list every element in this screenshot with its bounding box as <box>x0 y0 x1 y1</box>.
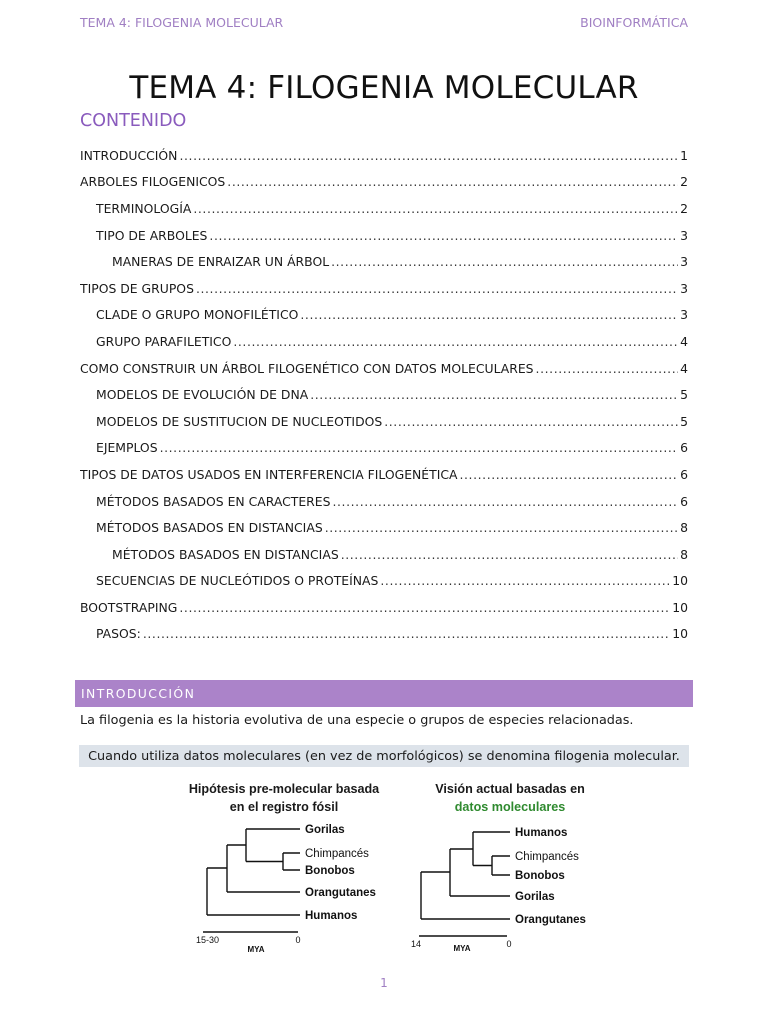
toc-entry-title: GRUPO PARAFILETICO <box>96 333 232 349</box>
toc-entry-title: TIPOS DE GRUPOS <box>80 280 194 296</box>
toc-entry-page: 5 <box>680 387 688 403</box>
toc-entry[interactable] <box>80 302 688 329</box>
toc-entry[interactable] <box>80 488 688 515</box>
toc-entry[interactable] <box>80 355 688 382</box>
axis-start-label: 15-30 <box>196 935 220 945</box>
toc-entry[interactable] <box>80 461 688 488</box>
toc-entry-page: 10 <box>672 599 688 615</box>
toc-entry-page: 6 <box>680 440 688 456</box>
toc-entry-title: MODELOS DE SUSTITUCION DE NUCLEOTIDOS <box>96 413 383 429</box>
toc-entry[interactable] <box>80 381 688 408</box>
taxon-label: Humanos <box>515 827 568 839</box>
left-tree-title-line1: Hipótesis pre-molecular basada <box>188 782 380 796</box>
right-tree-title-line1: Visión actual basadas en <box>435 782 585 796</box>
toc-leader-dots <box>384 414 678 429</box>
toc-entry-page: 2 <box>680 200 688 216</box>
callout-text: Cuando utiliza datos moleculares (en vez de morfológicos) se denomina filogenia molecular. <box>88 748 680 764</box>
toc-leader-dots <box>300 307 678 322</box>
taxon-label: Gorilas <box>515 891 555 903</box>
toc-leader-dots <box>459 467 678 482</box>
left-phylogenetic-tree <box>180 776 390 956</box>
callout-box <box>79 745 689 767</box>
taxon-label: Bonobos <box>305 865 355 877</box>
toc-entry-title: ARBOLES FILOGENICOS <box>80 174 226 190</box>
toc-leader-dots <box>209 228 678 243</box>
toc-entry[interactable] <box>80 248 688 275</box>
toc-entry-title: MÉTODOS BASADOS EN DISTANCIAS <box>112 546 339 562</box>
page-number: 1 <box>380 976 388 990</box>
document-title: TEMA 4: FILOGENIA MOLECULAR <box>129 70 639 106</box>
toc-entry-page: 4 <box>680 360 688 376</box>
phylogeny-figure <box>180 776 600 956</box>
taxon-label: Gorilas <box>305 824 345 836</box>
toc-entry-page: 3 <box>680 307 688 323</box>
right-phylogenetic-tree <box>410 776 600 956</box>
toc-entry-page: 3 <box>680 227 688 243</box>
toc-leader-dots <box>341 547 678 562</box>
toc-leader-dots <box>332 494 678 509</box>
toc-entry[interactable] <box>80 169 688 196</box>
toc-leader-dots <box>325 520 678 535</box>
toc-entry[interactable] <box>80 435 688 462</box>
toc-leader-dots <box>310 387 678 402</box>
intro-paragraph: La filogenia es la historia evolutiva de una especie o grupos de especies relacionadas. <box>80 713 634 728</box>
toc-leader-dots <box>179 148 678 163</box>
axis-unit-label: MYA <box>247 945 265 954</box>
running-header-right: BIOINFORMÁTICA <box>580 15 688 30</box>
toc-entry-title: EJEMPLOS <box>96 440 158 456</box>
toc-entry[interactable] <box>80 594 688 621</box>
running-header-left: TEMA 4: FILOGENIA MOLECULAR <box>80 15 284 30</box>
toc-entry-page: 1 <box>680 147 688 163</box>
toc-leader-dots <box>536 361 678 376</box>
toc-leader-dots <box>179 600 670 615</box>
toc-heading: CONTENIDO <box>80 111 187 131</box>
toc-entry-title: PASOS: <box>96 626 141 642</box>
right-tree-title-line2: datos moleculares <box>454 800 566 814</box>
toc-entry[interactable] <box>80 328 688 355</box>
toc-leader-dots <box>331 254 678 269</box>
toc-entry-page: 3 <box>680 280 688 296</box>
axis-end-label: 0 <box>295 935 301 945</box>
toc-leader-dots <box>143 626 670 641</box>
toc-entry-title: BOOTSTRAPING <box>80 599 178 615</box>
toc-entry[interactable] <box>80 275 688 302</box>
taxon-label: Chimpancés <box>305 848 369 860</box>
toc-entry-title: MODELOS DE EVOLUCIÓN DE DNA <box>96 387 309 403</box>
toc-entry-title: TIPO DE ARBOLES <box>96 227 208 243</box>
toc-entry-title: TIPOS DE DATOS USADOS EN INTERFERENCIA FILOGENÉTICA <box>80 466 458 482</box>
toc-entry-page: 3 <box>680 254 688 270</box>
axis-end-label: 0 <box>506 939 512 949</box>
toc-leader-dots <box>196 281 678 296</box>
toc-leader-dots <box>227 174 678 189</box>
toc-entry-title: TERMINOLOGÍA <box>96 200 192 216</box>
toc-entry-page: 4 <box>680 333 688 349</box>
toc-entry-title: MÉTODOS BASADOS EN DISTANCIAS <box>96 520 323 536</box>
toc-entry[interactable] <box>80 195 688 222</box>
toc-entry[interactable] <box>80 621 688 648</box>
toc-entry-page: 2 <box>680 174 688 190</box>
axis-unit-label: MYA <box>453 944 471 953</box>
axis-start-label: 14 <box>410 939 422 949</box>
toc-entry[interactable] <box>80 222 688 249</box>
toc-leader-dots <box>380 573 670 588</box>
taxon-label: Humanos <box>305 910 358 922</box>
toc-leader-dots <box>193 201 678 216</box>
taxon-label: Chimpancés <box>515 851 579 863</box>
toc-entry-title: INTRODUCCIÓN <box>80 147 178 163</box>
toc-entry-page: 8 <box>680 546 688 562</box>
toc-entry-title: MANERAS DE ENRAIZAR UN ÁRBOL <box>112 254 330 270</box>
toc-leader-dots <box>160 440 678 455</box>
toc-entry-page: 6 <box>680 466 688 482</box>
toc-entry-title: CLADE O GRUPO MONOFILÉTICO <box>96 307 299 323</box>
toc-leader-dots <box>233 334 678 349</box>
toc-entry[interactable] <box>80 514 688 541</box>
toc-entry[interactable] <box>80 541 688 568</box>
toc-entry-page: 10 <box>672 573 688 589</box>
toc-entry[interactable] <box>80 408 688 435</box>
toc-entry-page: 6 <box>680 493 688 509</box>
taxon-label: Orangutanes <box>305 887 376 899</box>
taxon-label: Bonobos <box>515 870 565 882</box>
toc-entry[interactable] <box>80 568 688 595</box>
toc-entry-title: MÉTODOS BASADOS EN CARACTERES <box>96 493 331 509</box>
running-header <box>80 15 688 33</box>
section-heading-introduccion: INTRODUCCIÓN <box>75 680 693 707</box>
toc-entry-title: COMO CONSTRUIR UN ÁRBOL FILOGENÉTICO CON DATOS MOLECULARES <box>80 360 534 376</box>
toc-entry-page: 8 <box>680 520 688 536</box>
table-of-contents <box>80 142 688 647</box>
left-tree-title-line2: en el registro fósil <box>229 800 339 814</box>
toc-entry-page: 10 <box>672 626 688 642</box>
toc-entry-page: 5 <box>680 413 688 429</box>
toc-entry-title: SECUENCIAS DE NUCLEÓTIDOS O PROTEÍNAS <box>96 573 379 589</box>
toc-entry[interactable] <box>80 142 688 169</box>
taxon-label: Orangutanes <box>515 914 586 926</box>
